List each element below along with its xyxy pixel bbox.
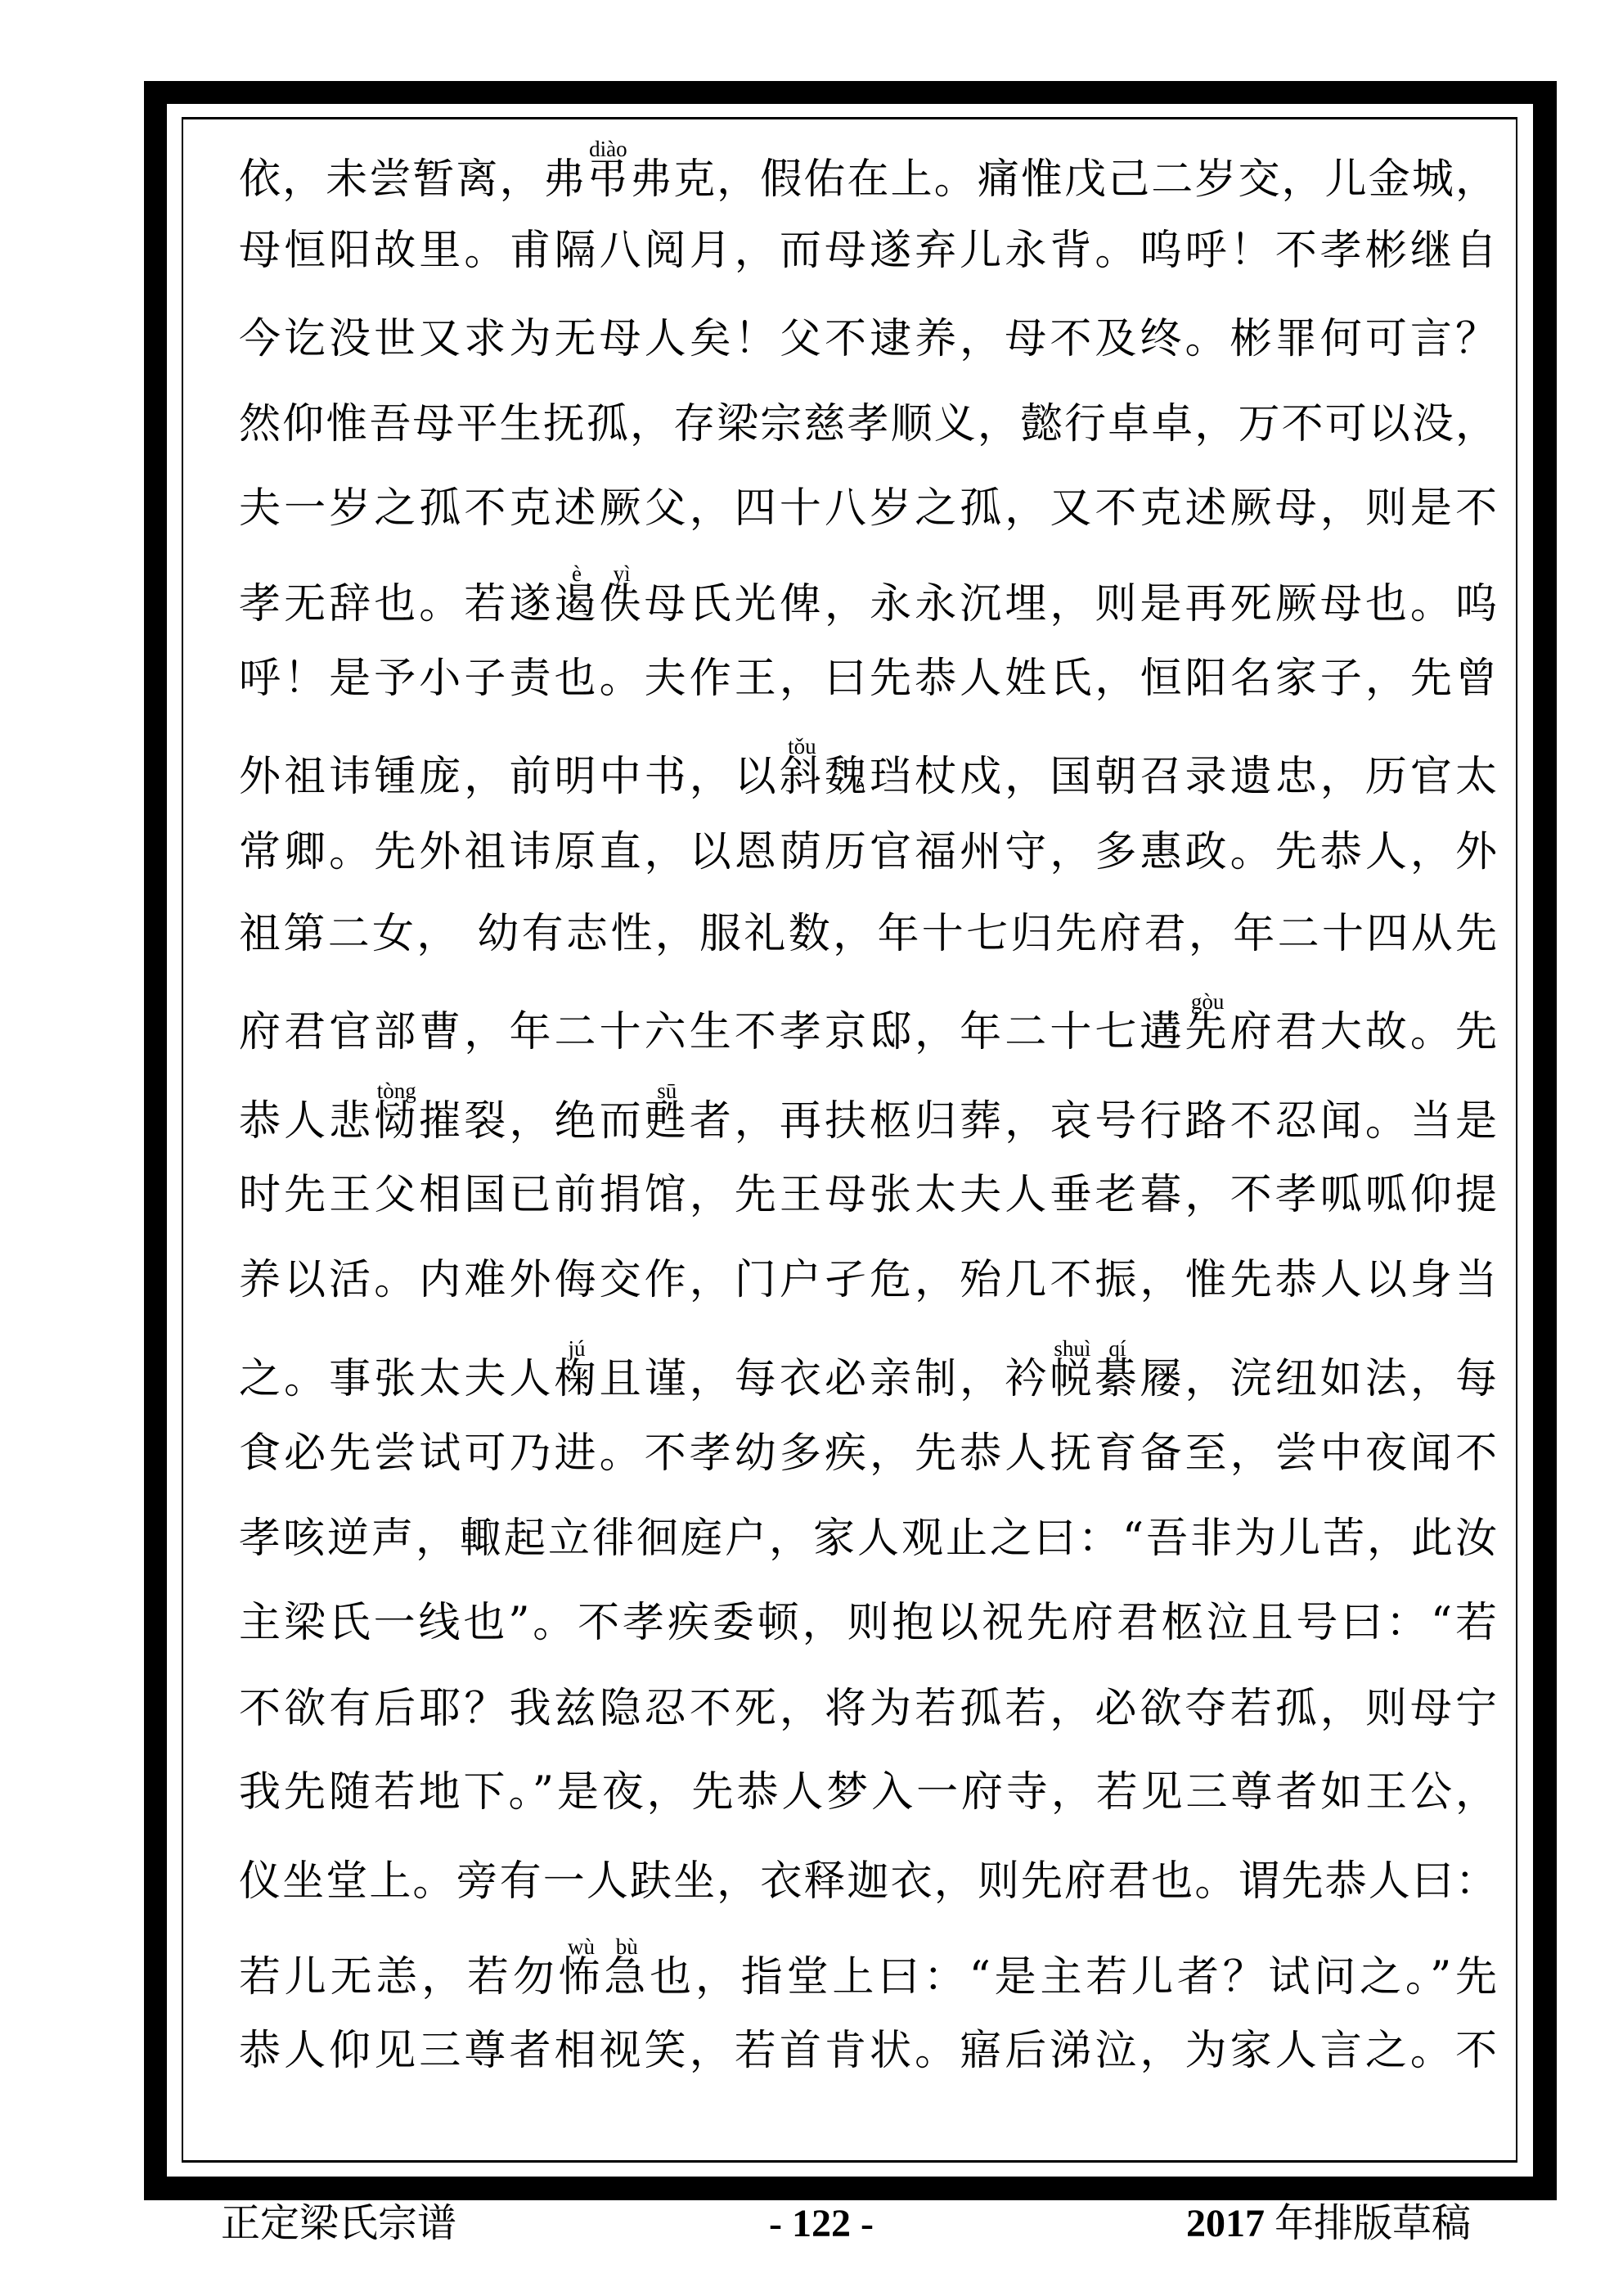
pinyin-annotation: bù (615, 1934, 638, 1959)
pinyin-annotation: diào (589, 137, 627, 161)
text-line: 常卿。先外祖讳原直，以恩荫历官福州守，多惠政。先恭人，外 (239, 828, 1497, 876)
pinyin-annotation: tòng (376, 1078, 416, 1103)
pinyin-annotation: gòu (1190, 989, 1225, 1014)
text-line: 夫一岁之孤不克述厥父，四十八岁之孤，又不克述厥母，则是不 (239, 484, 1497, 533)
text-line: 然仰惟吾母平生抚孤，存梁宗慈孝顺义，懿行卓卓，万不可以没， (239, 400, 1497, 448)
text-line: 母恒阳故里。甫隔八阅月，而母遂弃儿永背。呜呼！不孝彬继自 (239, 227, 1497, 275)
pinyin-annotation: tǒu (788, 734, 816, 759)
text-line: 祖第二女， 幼有志性，服礼数，年十七归先府君，年二十四从先 (239, 910, 1497, 958)
pinyin-annotation: wù (567, 1934, 595, 1959)
text-line: 我先随若地下。”是夜，先恭人梦入一府寺，若见三尊者如王公， (239, 1768, 1497, 1817)
text-line: 孝咳逆声，輙起立徘徊庭户，家人观止之曰：“吾非为儿苦，此汝 (239, 1515, 1497, 1563)
pinyin-annotation: shuì (1054, 1336, 1091, 1361)
footer-note: 年排版草稿 (1265, 2202, 1472, 2245)
footer-draft-note (1186, 2201, 1471, 2247)
pinyin-annotation: yì (613, 561, 631, 586)
text-line: 若儿无恙，若勿怖急也，指堂上曰：“是主若儿者？试问之。”先 (239, 1953, 1497, 2001)
text-line: 今讫没世又求为无母人矣！父不逮养，母不及终。彬罪何可言？ (239, 315, 1497, 363)
pinyin-annotation: jú (568, 1336, 586, 1361)
text-line: 府君官部曹，年二十六生不孝京邸，年二十七遘先府君大故。先 (239, 1008, 1497, 1056)
footer-page-number: - 122 - (769, 2202, 874, 2245)
text-line: 食必先尝试可乃进。不孝幼多疾，先恭人抚育备至，尝中夜闻不 (239, 1429, 1497, 1478)
footer-year: 2017 (1186, 2202, 1265, 2245)
footer-book-title: 正定梁氏宗谱 (221, 2202, 457, 2245)
pinyin-annotation: qí (1108, 1336, 1126, 1361)
text-line: 仪坐堂上。旁有一人趺坐，衣释迦衣，则先府君也。谓先恭人曰： (239, 1857, 1497, 1906)
text-line: 依，未尝暂离，弗弔弗克，假佑在上。痛惟戊己二岁交，儿金城， (239, 155, 1497, 204)
text-line: 主梁氏一线也”。不孝疾委顿，则抱以祝先府君柩泣且号曰：“若 (239, 1599, 1497, 1647)
text-line: 不欲有后耶？我兹隐忍不死，将为若孤若，必欲夺若孤，则母宁 (239, 1685, 1497, 1733)
text-line: 养以活。内难外侮交作，门户孑危，殆几不振，惟先恭人以身当 (239, 1256, 1497, 1304)
pinyin-annotation: è (572, 561, 582, 586)
text-line: 恭人仰见三尊者相视笑，若首肯状。寤后涕泣，为家人言之。不 (239, 2027, 1497, 2075)
text-line: 外祖讳锺庞，前明中书，以斜魏珰杖戍，国朝召录遗忠，历官太 (239, 753, 1497, 801)
text-line: 之。事张太夫人椈且谨，每衣必亲制，衿帨綦屦，浣纽如法，每 (239, 1355, 1497, 1403)
text-line: 呼！是予小子责也。夫作王，曰先恭人姓氏，恒阳名家子，先曾 (239, 655, 1497, 703)
pinyin-annotation: sū (657, 1078, 677, 1103)
text-line: 时先王父相国已前捐馆，先王母张太夫人垂老暮，不孝呱呱仰提 (239, 1171, 1497, 1219)
text-line: 孝无辞也。若遂遏佚母氏光俾，永永沉埋，则是再死厥母也。呜 (239, 580, 1497, 628)
text-line: 恭人悲恸摧裂，绝而甦者，再扶柩归葬，哀号行路不忍闻。当是 (239, 1097, 1497, 1146)
